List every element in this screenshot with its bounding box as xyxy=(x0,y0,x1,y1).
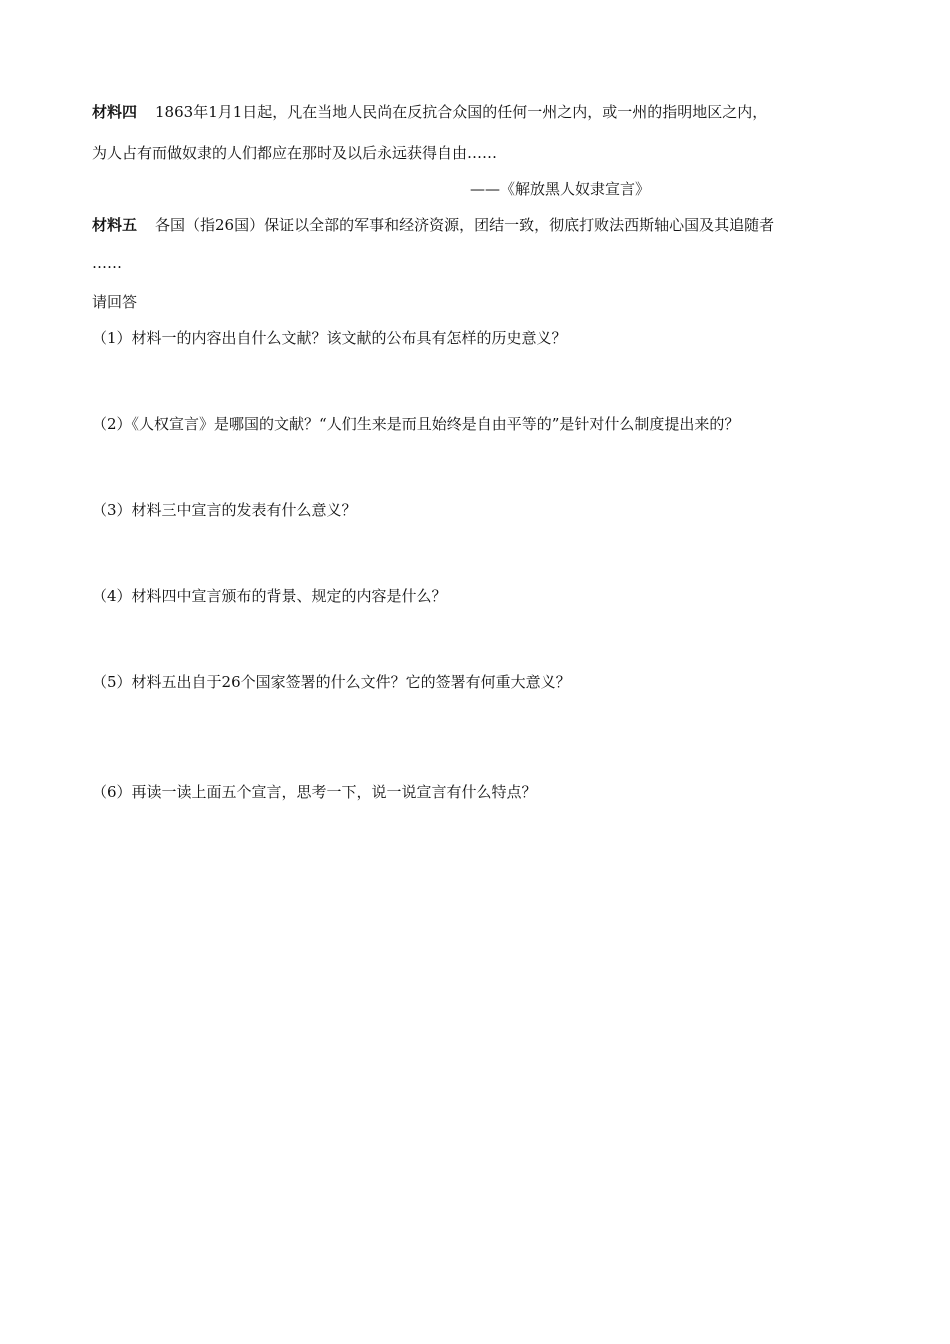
material5-label: 材料五 xyxy=(92,216,138,234)
material5-text-1: 各国（指26国）保证以全部的军事和经济资源，团结一致，彻底打败法西斯轴心国及其追随者 xyxy=(155,216,775,234)
material4-line2: 为人占有而做奴隶的人们都应在那时及以后永远获得自由…… xyxy=(92,144,498,162)
material5-line1 xyxy=(92,215,882,235)
question-4: （4）材料四中宣言颁布的背景、规定的内容是什么？ xyxy=(92,587,447,605)
material5-line2: …… xyxy=(92,254,122,272)
question-6: （6）再读一读上面五个宣言，思考一下，说一说宣言有什么特点？ xyxy=(92,783,537,801)
material4-label: 材料四 xyxy=(92,103,138,121)
question-1: （1）材料一的内容出自什么文献？该文献的公布具有怎样的历史意义？ xyxy=(92,329,567,347)
question-5: （5）材料五出自于26个国家签署的什么文件？它的签署有何重大意义？ xyxy=(92,673,571,691)
answer-prompt: 请回答 xyxy=(92,293,138,311)
material4-source: ——《解放黑人奴隶宣言》 xyxy=(470,180,651,198)
material4-text-1: 1863年1月1日起，凡在当地人民尚在反抗合众国的任何一州之内，或一州的指明地区之内， xyxy=(155,103,768,121)
material4-line1 xyxy=(92,102,882,122)
question-3: （3）材料三中宣言的发表有什么意义？ xyxy=(92,501,357,519)
question-2: （2）《人权宣言》是哪国的文献？“人们生来是而且始终是自由平等的”是针对什么制度提出来的？ xyxy=(92,415,740,433)
